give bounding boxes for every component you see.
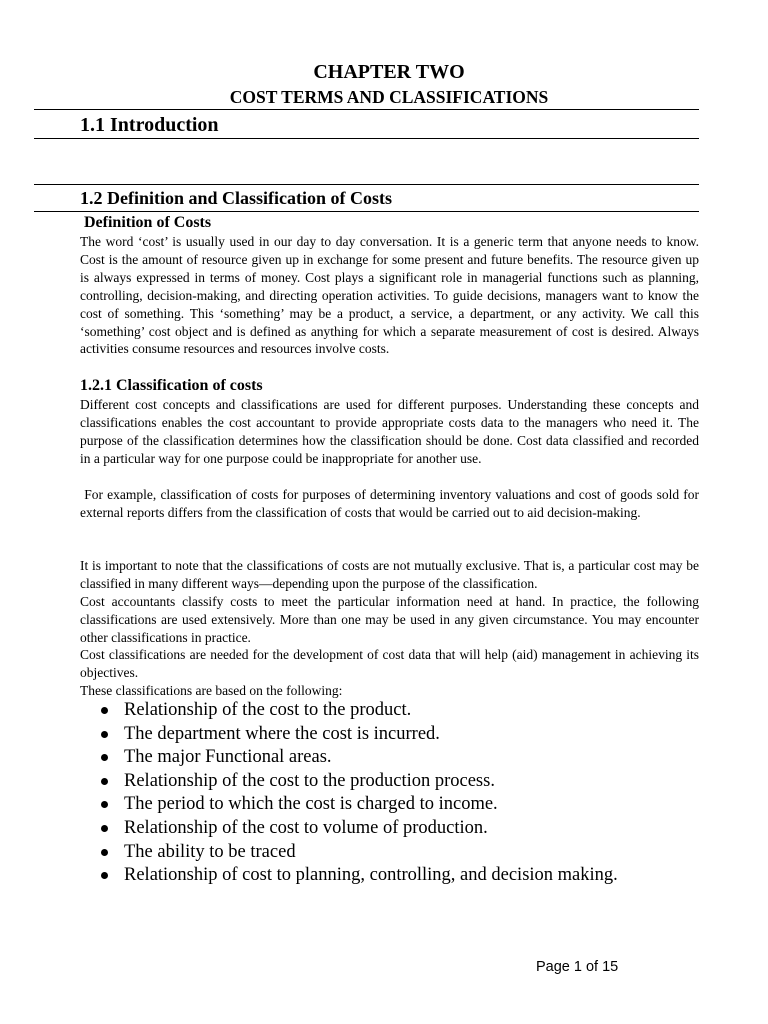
classification-paragraph: Different cost concepts and classifications are used for different purposes. Understanding these concepts and classifications enables the cost accountant to provide appropriate costs data to the managers who need it. The purpose of the classification determines how the classification should be done. Cost data classified and recorded in a particular way for one purpose could be inappropriate for another use. [80, 397, 699, 466]
list-item-text: Relationship of the cost to the product. [124, 700, 412, 720]
classification-paragraph: Cost classifications are needed for the development of cost data that will help (aid) management in achieving its objectives. [80, 647, 699, 680]
bullet-icon [101, 754, 108, 761]
classification-paragraph: Cost accountants classify costs to meet the particular information need at hand. In practice, the following classifications are used extensively. More than one may be used in any given circumstance. You may encounter other classifications in practice. [80, 594, 699, 645]
list-item [100, 793, 618, 817]
list-item-text: The major Functional areas. [124, 747, 332, 768]
list-item-text: The department where the cost is incurred. [124, 723, 440, 744]
classification-heading: 1.2.1 Classification of costs [80, 377, 263, 394]
list-item-text: The ability to be traced [124, 841, 296, 862]
list-item-text: Relationship of the cost to the production process. [124, 770, 495, 791]
bullet-icon [101, 872, 108, 879]
list-item [100, 723, 618, 747]
bullet-icon [101, 825, 108, 832]
list-item [100, 770, 618, 794]
rule-divider [34, 138, 699, 139]
rule-divider [34, 184, 699, 185]
bullet-icon [101, 707, 108, 714]
chapter-title: CHAPTER TWO [313, 61, 465, 83]
definition-subheading: Definition of Costs [84, 214, 212, 231]
page-number: Page 1 of 15 [536, 959, 619, 975]
classification-paragraph: For example, classification of costs for purposes of determining inventory valuations and cost of goods sold for external reports differs from the classification of costs that would be carried out to aid decision-making. [80, 487, 703, 520]
classification-paragraph: These classifications are based on the following: [80, 683, 343, 698]
classification-paragraph: It is important to note that the classifications of costs are not mutually exclusive. That is, a particular cost may be classified in many different ways—depending upon the purpose of the classification. [80, 558, 699, 591]
classification-bases-list [100, 699, 618, 888]
list-item-text: The period to which the cost is charged to income. [124, 794, 498, 815]
bullet-icon [101, 778, 108, 785]
list-item [100, 864, 618, 888]
list-item [100, 841, 618, 865]
bullet-icon [101, 849, 108, 856]
intro-heading: 1.1 Introduction [80, 114, 219, 136]
chapter-subtitle: COST TERMS AND CLASSIFICATIONS [229, 87, 549, 107]
definition-section-heading: 1.2 Definition and Classification of Costs [80, 188, 393, 208]
bullet-icon [101, 801, 108, 808]
list-item [100, 746, 618, 770]
list-item-text: Relationship of the cost to volume of production. [124, 817, 488, 838]
rule-divider [34, 109, 699, 110]
bullet-icon [101, 731, 108, 738]
list-item [100, 817, 618, 841]
rule-divider [34, 211, 699, 212]
list-item-text: Relationship of cost to planning, controlling, and decision making. [124, 865, 618, 886]
list-item [100, 699, 618, 723]
definition-paragraph: The word ‘cost’ is usually used in our day to day conversation. It is a generic term that anyone needs to know. Cost is the amount of resource given up in exchange for some present and future benefits. The resource given up is always expressed in terms of money. Cost plays a significant role in managerial functions such as planning, controlling, decision-making, and directing operation activities. To guide decisions, managers want to know the cost of something. This ‘something’ may be a product, a service, a department, or any activity. We call this ‘something’ cost object and is defined as anything for which a separate measurement of cost is desired. Always activities consume resources and resources involve costs. [80, 234, 699, 357]
